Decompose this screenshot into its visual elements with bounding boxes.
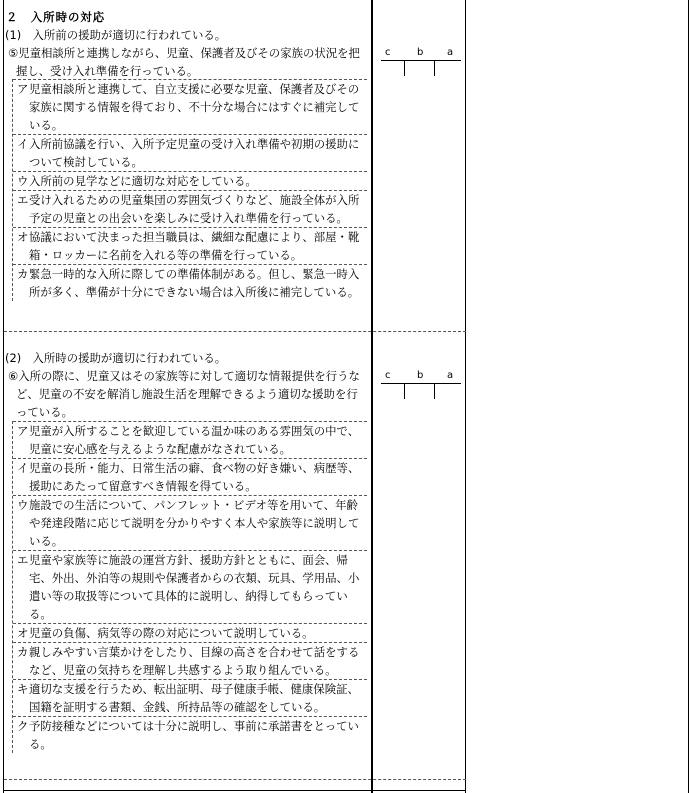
item-letter: ク <box>17 719 29 733</box>
item-letter: カ <box>17 645 29 659</box>
rating-tick <box>404 383 405 399</box>
item-text: 受け入れるための児童集団の雰囲気づくりなど、施設全体が入所予定の児童との出会いを楽しみに受け入れ準備を行っている。 <box>29 193 360 225</box>
list-item <box>13 680 367 717</box>
item-text: 児童の長所・能力、日常生活の癖、食べ物の好き嫌い、病歴等、援助にあたって留意すべき情報を得ている。 <box>29 461 360 493</box>
item-letter: イ <box>17 461 29 475</box>
block-1-items <box>12 79 367 301</box>
item-text: 適切な支援を行うため、転出証明、母子健康手帳、健康保険証、国籍を証明する書類、金銭、所持品等の確認をしている。 <box>29 682 359 714</box>
rating-b-label: b <box>417 370 424 381</box>
item-letter: イ <box>17 137 29 151</box>
item-text: 入所前協議を行い、入所予定児童の受け入れ準備や初期の援助について検討している。 <box>29 137 360 169</box>
block-1-criterion: ⑤児童相談所と連携しながら、児童、保護者及びその家族の状況を把握し、受け入れ準備を行っている。 <box>8 46 360 78</box>
item-text: 児童が入所することを歓迎している温か味のある雰囲気の中で、児童に安心感を与えるような配慮がなされている。 <box>29 424 360 456</box>
list-item <box>13 643 367 680</box>
item-text: 児童や家族等に施設の運営方針、援助方針とともに、面会、帰宅、外出、外泊等の規則や保護者からの衣類、玩具、学用品、小遣い等の取扱等について具体的に説明し、納得してもらっている。 <box>29 553 360 621</box>
item-letter: エ <box>17 193 29 207</box>
rating-baseline <box>381 383 461 384</box>
item-text: 児童相談所と連携して、自立支援に必要な児童、保護者及びその家族に関する情報を得ており、不十分な場合にはすぐに補完している。 <box>29 82 360 132</box>
table-left-border <box>3 0 4 793</box>
item-letter: エ <box>17 553 29 567</box>
list-item <box>13 265 367 301</box>
rating-a-label: a <box>447 47 454 58</box>
rating-baseline <box>381 60 461 61</box>
block-2-heading: (2) 入所時の援助が適切に行われている。 <box>5 351 227 365</box>
item-text: 緊急一時的な入所に際しての準備体制がある。但し、緊急一時入所が多く、準備が十分にできない場合は入所後に補完している。 <box>29 267 360 299</box>
table-bottom-border <box>3 790 466 791</box>
rating-tick <box>434 383 435 399</box>
item-text: 入所前の見学などに適切な対応をしている。 <box>29 174 257 188</box>
block-separator <box>4 779 466 780</box>
block-1-heading: (1) 入所前の援助が適切に行われている。 <box>5 28 227 42</box>
section-title: ２ 入所時の対応 <box>6 10 106 24</box>
item-letter: ウ <box>17 174 29 188</box>
block-2-criterion: ⑥入所の際に、児童又はその家族等に対して適切な情報提供を行うなど、児童の不安を解消し施設生活を理解できるよう適切な援助を行っている。 <box>8 369 360 419</box>
item-letter: ア <box>17 424 29 438</box>
item-letter: キ <box>17 682 29 696</box>
list-item <box>13 135 367 172</box>
list-item <box>13 496 367 551</box>
rating-a-label: a <box>447 370 454 381</box>
rating-tick <box>434 60 435 76</box>
table-column-divider-comments <box>465 0 466 793</box>
item-text: 協議において決まった担当職員は、繊細な配慮により、部屋・靴箱・ロッカーに名前を入れる等の準備を行っている。 <box>29 230 360 262</box>
list-item <box>13 172 367 191</box>
list-item <box>13 421 367 459</box>
item-letter: オ <box>17 230 29 244</box>
list-item <box>13 717 367 753</box>
item-text: 親しみやすい言葉かけをしたり、目線の高さを合わせて話をするなど、児童の気持ちを理解し共感するよう取り組んでいる。 <box>29 645 360 677</box>
item-text: 児童の負傷、病気等の際の対応について説明している。 <box>29 626 314 640</box>
list-item <box>13 79 367 135</box>
item-letter: ウ <box>17 498 29 512</box>
list-item <box>13 459 367 496</box>
block-separator <box>4 331 466 332</box>
rating-c-label: c <box>385 47 391 58</box>
list-item <box>13 551 367 624</box>
rating-tick <box>404 60 405 76</box>
list-item <box>13 624 367 643</box>
item-text: 予防接種などについては十分に説明し、事前に承諾書をとっている。 <box>29 719 359 751</box>
item-letter: カ <box>17 267 29 281</box>
block-1-rating <box>381 46 461 86</box>
table-column-divider-rating <box>371 0 373 793</box>
item-letter: ア <box>17 82 29 96</box>
block-2-rating <box>381 369 461 409</box>
block-2-items <box>12 421 367 753</box>
list-item <box>13 191 367 228</box>
rating-c-label: c <box>385 370 391 381</box>
item-letter: オ <box>17 626 29 640</box>
item-text: 施設での生活について、パンフレット・ビデオ等を用いて、年齢や発達段階に応じて説明を分かりやすく本人や家族等に説明している。 <box>29 498 360 548</box>
list-item <box>13 228 367 265</box>
rating-b-label: b <box>417 47 424 58</box>
